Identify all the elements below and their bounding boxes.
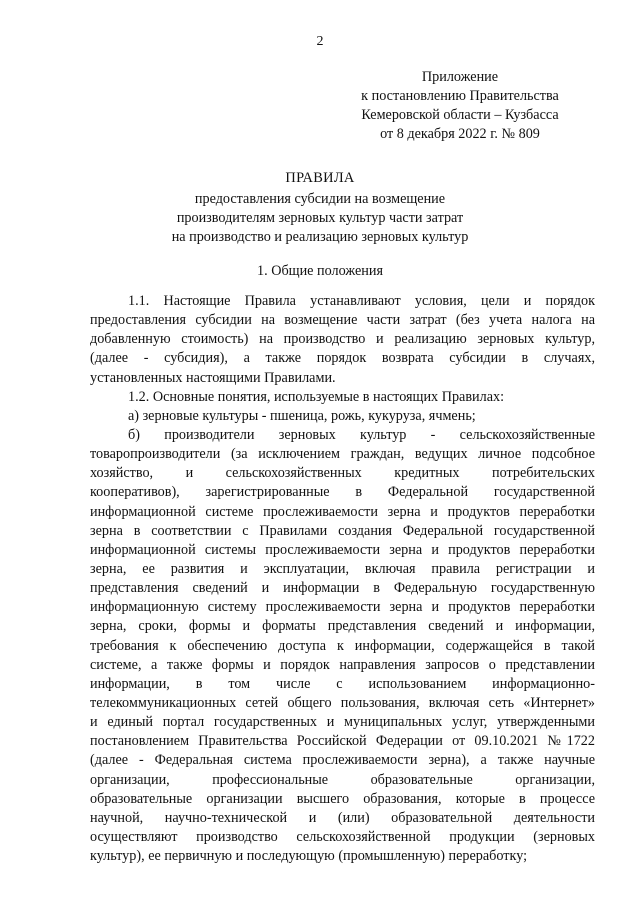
- body-line: (далее - Федеральная система прослеживаемости зерна), а также научные: [90, 752, 595, 769]
- body-line: представления сведений и информации в Федеральную государственную: [90, 580, 595, 597]
- body-line: информации, в том числе с использованием информационно-: [90, 675, 595, 692]
- body-line: предоставления субсидии на возмещение части затрат (без учета налога на: [90, 312, 595, 329]
- body-line: а) зерновые культуры - пшеница, рожь, кукуруза, ячмень;: [128, 407, 476, 424]
- body-line: 1.1. Настоящие Правила устанавливают условия, цели и порядок: [128, 293, 595, 309]
- body-line: зерна, сроки, формы и форматы представления сведений и информации,: [90, 618, 595, 635]
- body-line: кооперативов), зарегистрированные в Федеральной государственной: [90, 484, 595, 501]
- body-line: осуществляют производство сельскохозяйственной продукции (зерновых: [90, 828, 595, 845]
- subtitle-line: производителям зерновых культур части затрат: [176, 210, 464, 226]
- body-line: информационной системе прослеживаемости зерна и продуктов переработки: [90, 503, 595, 520]
- document-subtitle: [0, 190, 640, 247]
- body-line: (далее - субсидия), а также порядок возврата субсидии в случаях,: [90, 350, 595, 367]
- body-line: образовательные организации высшего образования, которые в процессе: [90, 790, 595, 807]
- body-line: информационную систему прослеживаемости зерна и продуктов переработки: [90, 599, 595, 616]
- body-line: системе, а также формы и порядок направления запросов о представлении: [90, 656, 595, 673]
- subtitle-line: предоставления субсидии на возмещение: [194, 191, 446, 207]
- body-line: хозяйство, и сельскохозяйственных кредитных потребительских: [90, 465, 595, 482]
- body-line: б) производители зерновых культур - сельскохозяйственные: [128, 426, 595, 443]
- appendix-line: Кемеровской области – Кузбасса: [361, 107, 559, 123]
- body-line: добавленную стоимость) на производство и реализацию зерновых культур,: [90, 331, 595, 348]
- subtitle-line: на производство и реализацию зерновых культур: [171, 229, 469, 245]
- body-line: телекоммуникационных сетей общего пользования, включая сеть «Интернет»: [90, 694, 595, 711]
- section-heading: 1. Общие положения: [257, 263, 383, 279]
- appendix-block: [355, 68, 565, 144]
- body-line: научной, научно-технической и (или) образовательной деятельности: [90, 809, 595, 826]
- document-title: ПРАВИЛА: [285, 170, 355, 186]
- appendix-line: Приложение: [421, 69, 499, 85]
- appendix-line: к постановлению Правительства: [361, 88, 559, 104]
- body-line: 1.2. Основные понятия, используемые в настоящих Правилах:: [128, 388, 505, 405]
- body-line: установленных настоящими Правилами.: [90, 369, 336, 386]
- page-number: 2: [316, 34, 324, 49]
- body-line: зерна, ее развития и эксплуатации, включая правила регистрации и: [90, 560, 595, 577]
- body-line: и единый портал государственных и муниципальных услуг, утвержденными: [90, 714, 595, 731]
- body-line: организации, профессиональные образовательные организации,: [90, 771, 595, 788]
- body-text: [90, 292, 595, 866]
- body-line: требования к обеспечению доступа к информации, содержащейся в такой: [90, 637, 595, 654]
- body-line: товаропроизводители (за исключением граждан, ведущих личное подсобное: [90, 446, 595, 463]
- body-line: информационной системы прослеживаемости зерна и продуктов переработки: [90, 541, 595, 558]
- appendix-line: от 8 декабря 2022 г. № 809: [380, 126, 540, 142]
- body-line: постановлением Правительства Российской Федерации от 09.10.2021 №1722: [90, 733, 595, 750]
- body-line: культур), ее первичную и последующую (промышленную) переработку;: [90, 848, 528, 865]
- body-line: зерна в соответствии с Правилами создания Федеральной государственной: [90, 522, 595, 539]
